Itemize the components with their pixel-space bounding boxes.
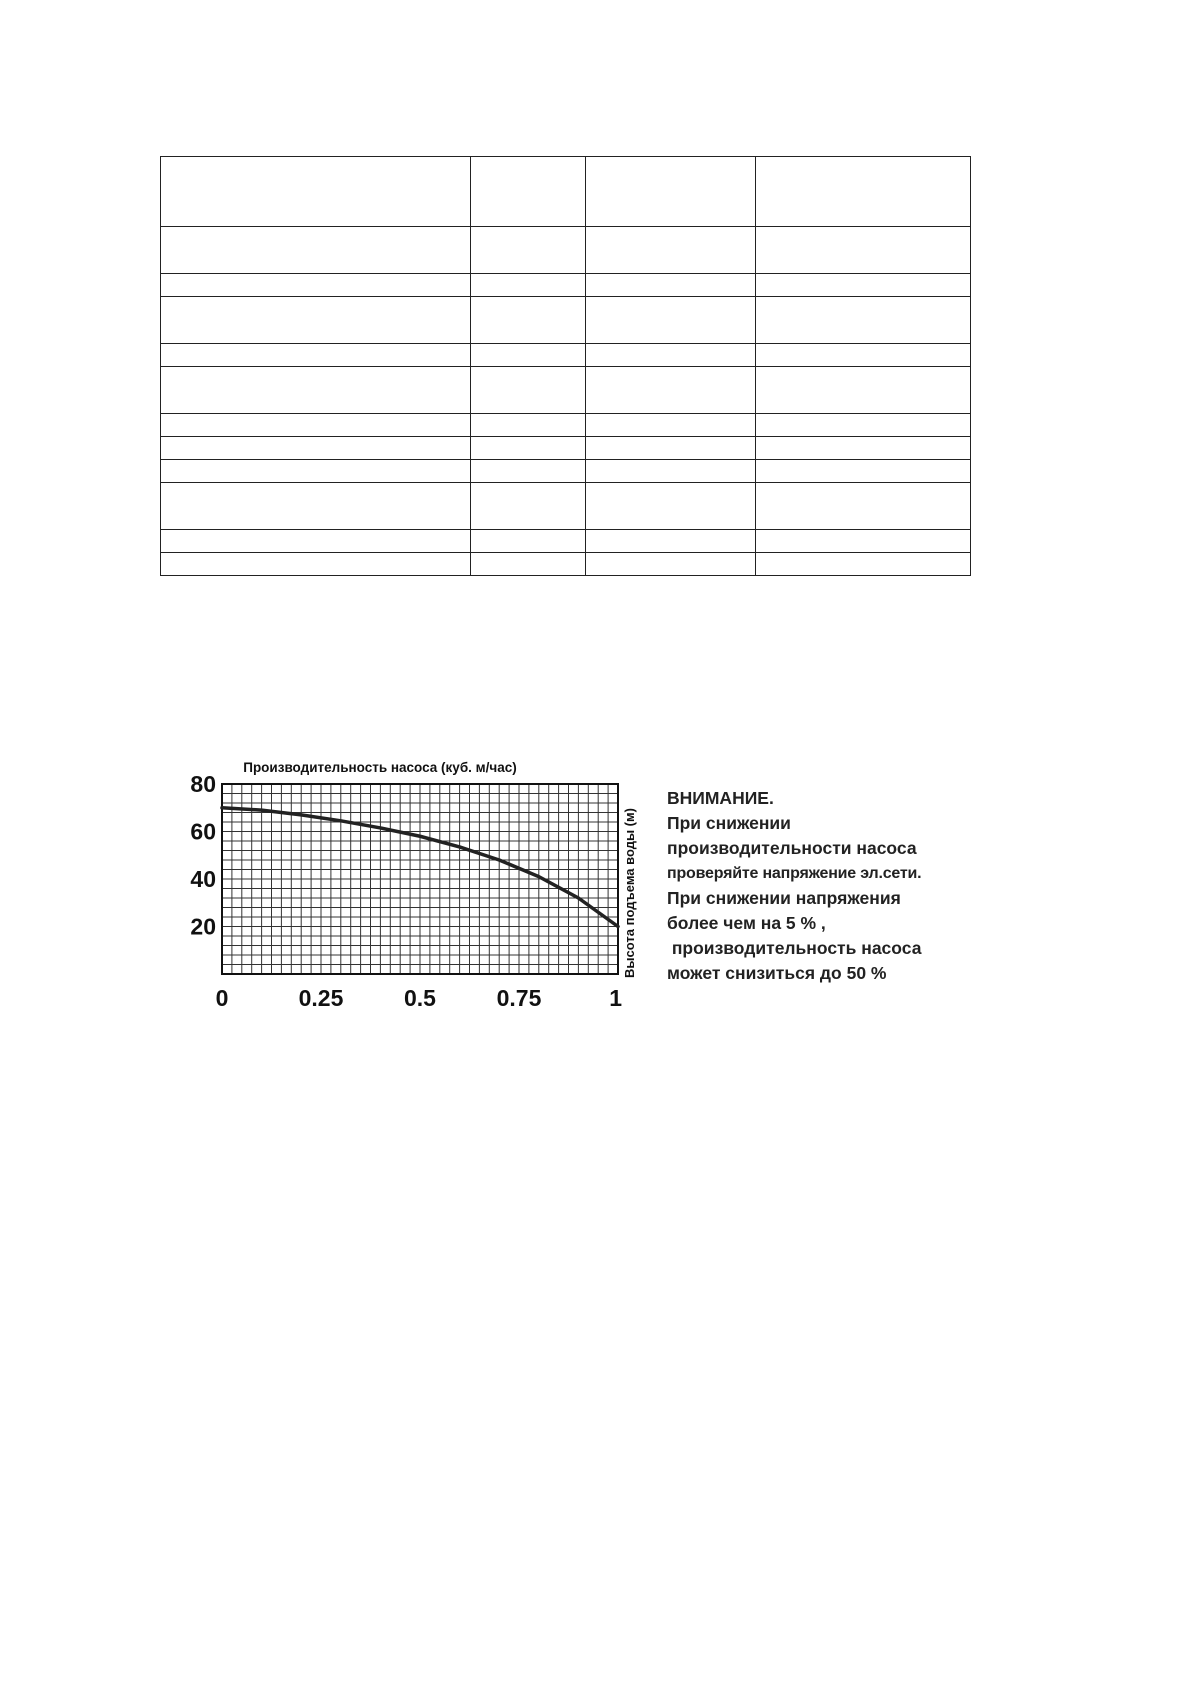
table-row xyxy=(161,414,971,437)
table-cell xyxy=(161,227,471,274)
table-row xyxy=(161,460,971,483)
table-row xyxy=(161,274,971,297)
table-row xyxy=(161,227,971,274)
table-row xyxy=(161,157,971,227)
table-cell xyxy=(586,553,756,576)
pump-performance-chart xyxy=(160,752,640,1014)
table-cell xyxy=(586,530,756,553)
table-cell xyxy=(586,297,756,344)
note-line: может снизиться до 50 % xyxy=(667,963,887,983)
table-cell xyxy=(586,367,756,414)
note-line: производительность насоса xyxy=(667,938,922,958)
table-cell xyxy=(756,483,971,530)
chart-title: Производительность насоса (куб. м/час) xyxy=(243,760,517,775)
table-cell xyxy=(586,483,756,530)
y-tick-label: 80 xyxy=(190,771,216,797)
table-cell xyxy=(586,414,756,437)
table-cell xyxy=(161,297,471,344)
note-line: При снижении xyxy=(667,813,791,833)
table-cell xyxy=(756,553,971,576)
table-row xyxy=(161,437,971,460)
table-row xyxy=(161,344,971,367)
table-cell xyxy=(161,414,471,437)
table-row xyxy=(161,553,971,576)
table-cell xyxy=(756,530,971,553)
table-cell xyxy=(471,297,586,344)
table-row xyxy=(161,483,971,530)
table-cell xyxy=(471,483,586,530)
x-tick-label: 0.75 xyxy=(496,985,542,1011)
warning-heading: ВНИМАНИЕ. xyxy=(667,788,774,808)
table-cell xyxy=(471,227,586,274)
table-cell xyxy=(756,157,971,227)
table-cell xyxy=(756,227,971,274)
table-row xyxy=(161,367,971,414)
note-line: более чем на 5 % , xyxy=(667,913,826,933)
table-cell xyxy=(161,530,471,553)
x-tick-label: 0.25 xyxy=(298,985,344,1011)
y-axis-label: Высота подъема воды (м) xyxy=(622,808,637,978)
table-cell xyxy=(161,344,471,367)
table-cell xyxy=(471,414,586,437)
table-cell xyxy=(756,460,971,483)
warning-note xyxy=(667,786,987,986)
chart-canvas xyxy=(160,752,640,1014)
y-tick-label: 40 xyxy=(190,866,216,892)
table-cell xyxy=(756,437,971,460)
table-cell xyxy=(586,227,756,274)
table-cell xyxy=(586,274,756,297)
table-cell xyxy=(471,274,586,297)
table-cell xyxy=(756,274,971,297)
note-line: производительности насоса xyxy=(667,838,917,858)
table-cell xyxy=(161,483,471,530)
table-cell xyxy=(756,414,971,437)
table-cell xyxy=(756,297,971,344)
table-cell xyxy=(161,460,471,483)
table-cell xyxy=(471,367,586,414)
y-tick-label: 60 xyxy=(190,818,216,845)
table-cell xyxy=(161,553,471,576)
spec-table xyxy=(160,156,971,576)
table-cell xyxy=(471,157,586,227)
table-cell xyxy=(471,437,586,460)
table-row xyxy=(161,530,971,553)
table-cell xyxy=(161,367,471,414)
table-cell xyxy=(471,530,586,553)
table-cell xyxy=(161,157,471,227)
table-cell xyxy=(161,274,471,297)
table-cell xyxy=(471,344,586,367)
table-cell xyxy=(586,437,756,460)
table-cell xyxy=(756,367,971,414)
table-cell xyxy=(586,344,756,367)
note-line: При снижении напряжения xyxy=(667,888,901,908)
x-tick-label: 1 xyxy=(609,985,622,1011)
table-cell xyxy=(471,460,586,483)
table-cell xyxy=(586,460,756,483)
table-cell xyxy=(471,553,586,576)
y-tick-label: 20 xyxy=(190,913,216,940)
x-tick-label: 0.5 xyxy=(404,985,436,1011)
table-cell xyxy=(586,157,756,227)
table-cell xyxy=(756,344,971,367)
table-row xyxy=(161,297,971,344)
x-tick-label: 0 xyxy=(215,985,229,1011)
note-line: проверяйте напряжение эл.сети. xyxy=(667,865,922,882)
table-cell xyxy=(161,437,471,460)
